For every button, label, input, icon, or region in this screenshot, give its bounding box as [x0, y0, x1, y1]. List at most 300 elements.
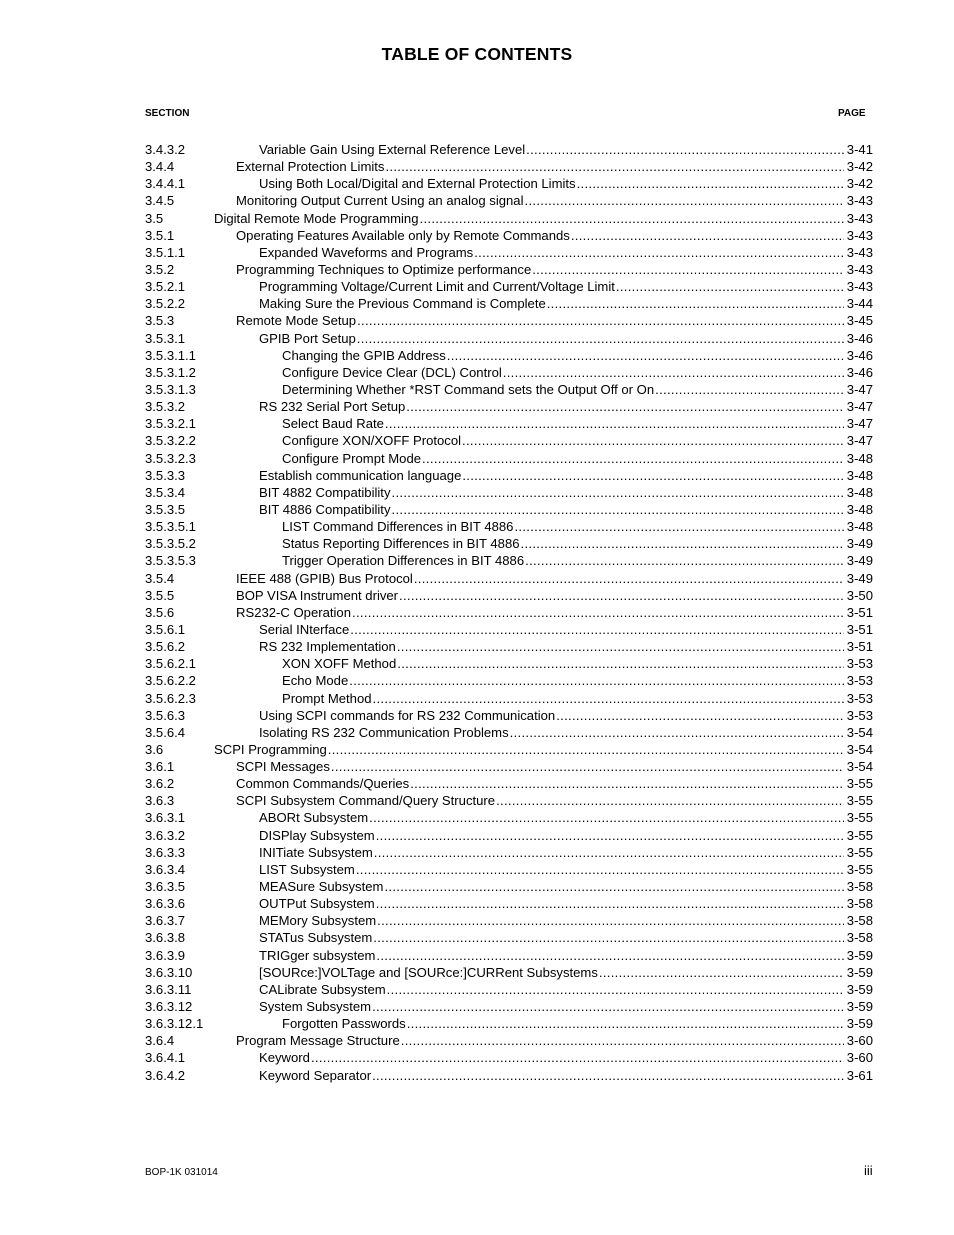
dot-leader: [328, 741, 844, 758]
toc-entry-body: [282, 415, 873, 432]
toc-entry[interactable]: [145, 467, 875, 484]
toc-entry-body: [282, 432, 873, 449]
toc-entry[interactable]: [145, 690, 875, 707]
toc-entry-title: Echo Mode: [282, 673, 349, 689]
dot-leader: [397, 638, 844, 655]
toc-entry-title: Establish communication language: [259, 467, 462, 483]
dot-leader: [357, 312, 844, 329]
toc-entry[interactable]: [145, 347, 875, 364]
toc-entry-title: XON XOFF Method: [282, 656, 397, 672]
toc-entry-title: Forgotten Passwords: [282, 1016, 406, 1032]
toc-entry-title: Expanded Waveforms and Programs: [259, 244, 474, 260]
toc-entry-page: 3-58: [846, 930, 873, 946]
toc-entry[interactable]: [145, 655, 875, 672]
toc-entry[interactable]: [145, 638, 875, 655]
dot-leader: [599, 964, 844, 981]
toc-entry[interactable]: [145, 330, 875, 347]
toc-entry-title: RS232-C Operation: [236, 604, 351, 620]
toc-entry-number: 3.5.2.1: [145, 279, 186, 295]
toc-entry[interactable]: [145, 604, 875, 621]
toc-entry[interactable]: [145, 535, 875, 552]
toc-entry[interactable]: [145, 844, 875, 861]
dot-leader: [556, 707, 844, 724]
toc-entry-number: 3.6.3.9: [145, 947, 186, 963]
toc-entry-page: 3-48: [846, 501, 873, 517]
toc-entry-body: [259, 998, 873, 1015]
toc-entry-page: 3-58: [846, 913, 873, 929]
toc-entry[interactable]: [145, 792, 875, 809]
toc-entry-body: [236, 587, 873, 604]
toc-entry-number: 3.5.6.3: [145, 707, 186, 723]
dot-leader: [420, 210, 844, 227]
toc-entry-number: 3.5.3.4: [145, 484, 186, 500]
toc-entry[interactable]: [145, 1067, 875, 1084]
page-title: TABLE OF CONTENTS: [381, 44, 573, 64]
toc-entry-number: 3.6.3.4: [145, 861, 186, 877]
toc-entry[interactable]: [145, 192, 875, 209]
toc-entry[interactable]: [145, 295, 875, 312]
dot-leader: [525, 192, 844, 209]
toc-entry-body: [282, 690, 873, 707]
toc-entry-page: 3-46: [846, 330, 873, 346]
toc-entry[interactable]: [145, 964, 875, 981]
toc-entry-title: Configure XON/XOFF Protocol: [282, 433, 462, 449]
toc-entry-page: 3-55: [846, 810, 873, 826]
toc-entry-number: 3.5.4: [145, 570, 175, 586]
dot-leader: [387, 981, 844, 998]
toc-entry-number: 3.5.3.1.2: [145, 364, 196, 380]
toc-entry-number: 3.5.1.1: [145, 244, 186, 260]
toc-entry-number: 3.6.3.6: [145, 896, 186, 912]
toc-entry[interactable]: [145, 741, 875, 758]
toc-entry-body: [282, 450, 873, 467]
toc-entry[interactable]: [145, 878, 875, 895]
toc-entry-page: 3-55: [846, 793, 873, 809]
toc-entry-body: [236, 261, 873, 278]
toc-entry-title: System Subsystem: [259, 999, 372, 1015]
dot-leader: [510, 724, 844, 741]
toc-entry-number: 3.5.6.4: [145, 724, 186, 740]
toc-entry-body: [259, 467, 873, 484]
toc-entry-page: 3-46: [846, 364, 873, 380]
toc-entry[interactable]: [145, 775, 875, 792]
toc-entry-title: Programming Voltage/Current Limit and Current/Voltage Limit: [259, 279, 615, 295]
toc-entry-number: 3.4.4.1: [145, 176, 186, 192]
toc-entry-number: 3.5.6.2.2: [145, 673, 196, 689]
toc-entry-body: [259, 398, 873, 415]
toc-entry-number: 3.5.3: [145, 313, 175, 329]
toc-entry-title: Remote Mode Setup: [236, 313, 357, 329]
toc-entry-body: [259, 912, 873, 929]
dot-leader: [474, 244, 844, 261]
toc-entry-body: [259, 638, 873, 655]
toc-entry-body: [259, 1067, 873, 1084]
toc-entry[interactable]: [145, 1015, 875, 1032]
toc-entry-body: [259, 827, 873, 844]
dot-leader: [447, 347, 844, 364]
dot-leader: [369, 809, 844, 826]
toc-entry-page: 3-44: [846, 296, 873, 312]
dot-leader: [385, 415, 844, 432]
toc-entry-number: 3.6.3.3: [145, 844, 186, 860]
toc-entry-title: RS 232 Serial Port Setup: [259, 399, 406, 415]
toc-entry[interactable]: [145, 707, 875, 724]
toc-entry-page: 3-55: [846, 776, 873, 792]
toc-entry-number: 3.5.2: [145, 261, 175, 277]
dot-leader: [373, 929, 844, 946]
toc-entry[interactable]: [145, 981, 875, 998]
toc-entry-page: 3-48: [846, 450, 873, 466]
toc-entry-body: [282, 655, 873, 672]
toc-entry-number: 3.5.3.2.1: [145, 416, 196, 432]
toc-entry-number: 3.5.3.3: [145, 467, 186, 483]
toc-list: [145, 141, 875, 1084]
toc-entry-page: 3-48: [846, 484, 873, 500]
dot-leader: [655, 381, 844, 398]
toc-entry-title: Digital Remote Mode Programming: [214, 210, 419, 226]
toc-entry-title: External Protection Limits: [236, 159, 385, 175]
toc-entry-body: [282, 672, 873, 689]
toc-entry-body: [259, 295, 873, 312]
footer-doc-id: BOP-1K 031014: [145, 1167, 218, 1178]
toc-entry-body: [236, 158, 873, 175]
toc-entry-title: Status Reporting Differences in BIT 4886: [282, 536, 520, 552]
toc-entry-title: Using SCPI commands for RS 232 Communication: [259, 707, 556, 723]
toc-entry-body: [259, 724, 873, 741]
toc-entry-page: 3-42: [846, 176, 873, 192]
dot-leader: [377, 912, 844, 929]
toc-entry-title: Determining Whether *RST Command sets the Output Off or On: [282, 381, 655, 397]
toc-entry-title: CALibrate Subsystem: [259, 981, 386, 997]
dot-leader: [521, 535, 844, 552]
toc-entry-page: 3-61: [846, 1067, 873, 1083]
toc-entry-body: [236, 775, 873, 792]
dot-leader: [331, 758, 844, 775]
toc-entry-body: [259, 1049, 873, 1066]
toc-entry-body: [259, 844, 873, 861]
toc-entry-body: [259, 895, 873, 912]
toc-entry-page: 3-58: [846, 896, 873, 912]
toc-entry-body: [259, 244, 873, 261]
toc-entry-body: [282, 1015, 873, 1032]
toc-entry-body: [236, 570, 873, 587]
toc-entry-page: 3-49: [846, 536, 873, 552]
toc-entry-body: [236, 227, 873, 244]
dot-leader: [526, 141, 844, 158]
toc-entry[interactable]: [145, 758, 875, 775]
dot-leader: [376, 895, 844, 912]
toc-entry-page: 3-51: [846, 604, 873, 620]
dot-leader: [384, 878, 843, 895]
dot-leader: [311, 1049, 844, 1066]
toc-entry-title: Configure Device Clear (DCL) Control: [282, 364, 502, 380]
toc-entry-title: GPIB Port Setup: [259, 330, 356, 346]
dot-leader: [376, 947, 843, 964]
toc-entry[interactable]: [145, 827, 875, 844]
toc-entry[interactable]: [145, 672, 875, 689]
dot-leader: [374, 844, 844, 861]
toc-entry-title: ABORt Subsystem: [259, 810, 369, 826]
toc-entry-body: [236, 312, 873, 329]
toc-entry-title: Changing the GPIB Address: [282, 347, 446, 363]
dot-leader: [422, 450, 844, 467]
dot-leader: [525, 552, 844, 569]
toc-entry[interactable]: [145, 501, 875, 518]
toc-entry-body: [236, 758, 873, 775]
dot-leader: [376, 827, 844, 844]
toc-entry-number: 3.5.1: [145, 227, 175, 243]
toc-entry[interactable]: [145, 312, 875, 329]
toc-entry[interactable]: [145, 861, 875, 878]
toc-entry-title: Operating Features Available only by Remote Commands: [236, 227, 570, 243]
dot-leader: [401, 1032, 844, 1049]
toc-entry-page: 3-43: [846, 193, 873, 209]
toc-entry[interactable]: [145, 244, 875, 261]
toc-entry-body: [259, 484, 873, 501]
toc-entry-body: [282, 347, 873, 364]
toc-entry[interactable]: [145, 141, 875, 158]
dot-leader: [399, 587, 844, 604]
dot-leader: [577, 175, 844, 192]
toc-entry-number: 3.6.2: [145, 776, 175, 792]
toc-entry-page: 3-43: [846, 279, 873, 295]
toc-entry-page: 3-43: [846, 244, 873, 260]
toc-entry-number: 3.6.3.7: [145, 913, 186, 929]
toc-entry[interactable]: [145, 809, 875, 826]
toc-entry-number: 3.6.3.8: [145, 930, 186, 946]
toc-entry-page: 3-53: [846, 673, 873, 689]
toc-entry-body: [282, 518, 873, 535]
toc-entry-body: [236, 192, 873, 209]
toc-entry-body: [259, 809, 873, 826]
toc-entry-number: 3.5: [145, 210, 164, 226]
toc-entry[interactable]: [145, 175, 875, 192]
toc-entry-title: LIST Command Differences in BIT 4886: [282, 519, 514, 535]
toc-entry-number: 3.6: [145, 741, 164, 757]
toc-entry-number: 3.5.3.5.2: [145, 536, 196, 552]
toc-entry-number: 3.5.3.5.1: [145, 519, 196, 535]
toc-entry-body: [282, 535, 873, 552]
toc-entry-number: 3.6.3.1: [145, 810, 186, 826]
toc-entry-page: 3-55: [846, 861, 873, 877]
toc-entry[interactable]: [145, 912, 875, 929]
section-column-header: SECTION: [145, 108, 190, 119]
toc-entry[interactable]: [145, 895, 875, 912]
toc-entry-number: 3.6.3.12: [145, 999, 193, 1015]
toc-entry[interactable]: [145, 450, 875, 467]
toc-entry-number: 3.5.6.2: [145, 639, 186, 655]
page-column-header: PAGE: [838, 108, 866, 119]
dot-leader: [352, 604, 844, 621]
toc-entry-title: Programming Techniques to Optimize performance: [236, 261, 532, 277]
toc-entry[interactable]: [145, 621, 875, 638]
toc-entry-title: DISPlay Subsystem: [259, 827, 375, 843]
toc-entry-page: 3-59: [846, 981, 873, 997]
dot-leader: [349, 672, 844, 689]
toc-entry-title: BOP VISA Instrument driver: [236, 587, 399, 603]
toc-entry-page: 3-43: [846, 261, 873, 277]
toc-entry-number: 3.4.5: [145, 193, 175, 209]
dot-leader: [503, 364, 844, 381]
toc-entry-title: Program Message Structure: [236, 1033, 400, 1049]
toc-entry-title: RS 232 Implementation: [259, 639, 396, 655]
toc-entry-page: 3-42: [846, 159, 873, 175]
toc-entry-title: OUTPut Subsystem: [259, 896, 375, 912]
dot-leader: [350, 621, 844, 638]
toc-entry-number: 3.5.5: [145, 587, 175, 603]
toc-entry-number: 3.6.3.10: [145, 964, 193, 980]
toc-entry-title: Keyword: [259, 1050, 310, 1066]
toc-entry[interactable]: [145, 724, 875, 741]
toc-entry-body: [282, 552, 873, 569]
toc-entry[interactable]: [145, 278, 875, 295]
toc-entry-page: 3-48: [846, 519, 873, 535]
toc-entry-body: [214, 210, 873, 227]
toc-entry-body: [259, 964, 873, 981]
toc-entry-number: 3.5.3.1.1: [145, 347, 196, 363]
toc-entry[interactable]: [145, 261, 875, 278]
toc-entry-number: 3.6.4: [145, 1033, 175, 1049]
toc-entry-page: 3-60: [846, 1033, 873, 1049]
toc-entry-number: 3.4.3.2: [145, 142, 186, 157]
toc-entry-number: 3.6.3: [145, 793, 175, 809]
toc-entry[interactable]: [145, 398, 875, 415]
toc-entry-title: Making Sure the Previous Command is Complete: [259, 296, 546, 312]
dot-leader: [462, 467, 843, 484]
toc-entry-title: [SOURce:]VOLTage and [SOURce:]CURRent Subsystems: [259, 964, 598, 980]
dot-leader: [385, 158, 843, 175]
toc-entry[interactable]: [145, 364, 875, 381]
dot-leader: [356, 861, 844, 878]
toc-entry-page: 3-50: [846, 587, 873, 603]
toc-entry-page: 3-47: [846, 399, 873, 415]
toc-entry-body: [259, 707, 873, 724]
toc-entry-page: 3-46: [846, 347, 873, 363]
toc-entry-number: 3.6.4.1: [145, 1050, 186, 1066]
toc-entry-title: BIT 4886 Compatibility: [259, 501, 391, 517]
toc-entry-page: 3-47: [846, 433, 873, 449]
toc-entry[interactable]: [145, 947, 875, 964]
toc-entry-title: SCPI Messages: [236, 759, 330, 775]
toc-entry-page: 3-48: [846, 467, 873, 483]
dot-leader: [410, 775, 844, 792]
toc-entry-number: 3.5.6: [145, 604, 175, 620]
dot-leader: [406, 398, 843, 415]
toc-entry-page: 3-53: [846, 690, 873, 706]
toc-entry-body: [259, 878, 873, 895]
toc-entry[interactable]: [145, 1049, 875, 1066]
toc-entry-number: 3.5.3.2.2: [145, 433, 196, 449]
toc-entry-page: 3-49: [846, 553, 873, 569]
toc-entry-number: 3.5.6.2.1: [145, 656, 196, 672]
toc-entry-body: [259, 278, 873, 295]
dot-leader: [357, 330, 844, 347]
toc-entry-title: MEASure Subsystem: [259, 879, 384, 895]
toc-entry-body: [259, 330, 873, 347]
toc-entry-page: 3-45: [846, 313, 873, 329]
toc-entry-page: 3-54: [846, 741, 873, 757]
toc-entry-body: [236, 1032, 873, 1049]
toc-entry[interactable]: [145, 484, 875, 501]
toc-entry[interactable]: [145, 158, 875, 175]
toc-entry[interactable]: [145, 432, 875, 449]
toc-entry[interactable]: [145, 570, 875, 587]
toc-entry-title: Serial INterface: [259, 621, 350, 637]
dot-leader: [496, 792, 844, 809]
toc-entry-number: 3.5.2.2: [145, 296, 186, 312]
toc-entry-page: 3-43: [846, 210, 873, 226]
toc-entry-number: 3.6.3.11: [145, 981, 192, 997]
toc-entry-page: 3-59: [846, 1016, 873, 1032]
toc-entry-page: 3-47: [846, 416, 873, 432]
toc-entry-title: Configure Prompt Mode: [282, 450, 422, 466]
toc-entry-page: 3-47: [846, 381, 873, 397]
toc-entry[interactable]: [145, 1032, 875, 1049]
toc-entry-number: 3.5.3.5: [145, 501, 186, 517]
toc-entry-body: [259, 929, 873, 946]
toc-entry-page: 3-55: [846, 844, 873, 860]
toc-entry-body: [282, 364, 873, 381]
toc-entry-title: SCPI Programming: [214, 741, 327, 757]
toc-entry-number: 3.6.3.5: [145, 879, 186, 895]
toc-entry[interactable]: [145, 381, 875, 398]
toc-entry[interactable]: [145, 415, 875, 432]
toc-entry[interactable]: [145, 227, 875, 244]
toc-entry-page: 3-55: [846, 827, 873, 843]
toc-entry-title: Common Commands/Queries: [236, 776, 410, 792]
dot-leader: [571, 227, 844, 244]
toc-entry[interactable]: [145, 929, 875, 946]
toc-entry-number: 3.5.3.1.3: [145, 381, 196, 397]
toc-entry-body: [259, 861, 873, 878]
toc-entry-title: Isolating RS 232 Communication Problems: [259, 724, 509, 740]
toc-entry-page: 3-51: [846, 621, 873, 637]
toc-entry[interactable]: [145, 518, 875, 535]
dot-leader: [547, 295, 844, 312]
dot-leader: [407, 1015, 844, 1032]
toc-entry-title: Trigger Operation Differences in BIT 4886: [282, 553, 525, 569]
toc-entry-page: 3-58: [846, 879, 873, 895]
toc-entry-number: 3.4.4: [145, 159, 175, 175]
dot-leader: [392, 484, 844, 501]
footer-page-number: iii: [864, 1163, 873, 1178]
dot-leader: [392, 501, 844, 518]
toc-entry-title: IEEE 488 (GPIB) Bus Protocol: [236, 570, 413, 586]
toc-entry-number: 3.6.3.2: [145, 827, 186, 843]
toc-entry-page: 3-54: [846, 724, 873, 740]
toc-entry-number: 3.5.3.1: [145, 330, 186, 346]
toc-entry-page: 3-53: [846, 656, 873, 672]
toc-entry-title: SCPI Subsystem Command/Query Structure: [236, 793, 496, 809]
toc-entry-number: 3.5.3.2: [145, 399, 186, 415]
toc-entry-page: 3-49: [846, 570, 873, 586]
toc-entry-body: [259, 981, 873, 998]
toc-entry-number: 3.5.6.1: [145, 621, 186, 637]
toc-entry-title: TRIGger subsystem: [259, 947, 376, 963]
dot-leader: [462, 432, 844, 449]
toc-entry-page: 3-59: [846, 999, 873, 1015]
dot-leader: [414, 570, 844, 587]
toc-entry-number: 3.6.3.12.1: [145, 1016, 204, 1032]
toc-entry[interactable]: [145, 587, 875, 604]
dot-leader: [373, 690, 844, 707]
toc-entry-title: Using Both Local/Digital and External Protection Limits: [259, 176, 576, 192]
toc-entry[interactable]: [145, 998, 875, 1015]
toc-entry-title: MEMory Subsystem: [259, 913, 377, 929]
toc-entry-title: Variable Gain Using External Reference Level: [259, 142, 526, 157]
toc-entry[interactable]: [145, 552, 875, 569]
toc-entry[interactable]: [145, 210, 875, 227]
